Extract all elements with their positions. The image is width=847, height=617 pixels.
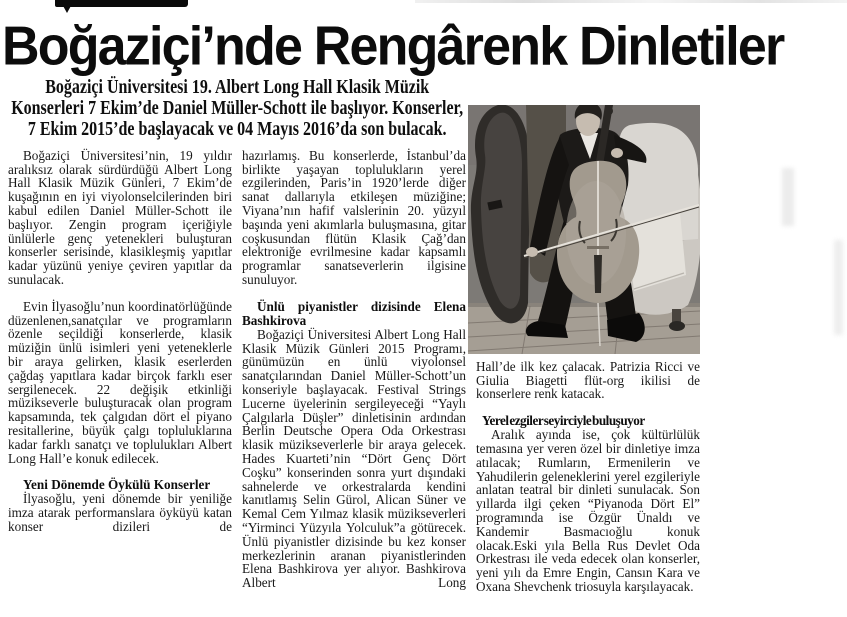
cellist-photo-illustration	[468, 105, 700, 354]
cellist-photo	[468, 105, 700, 354]
article-body	[8, 149, 700, 594]
cropped-mark-icon	[62, 4, 72, 13]
body-paragraph: hazırlamış. Bu konserlerde, İstanbul’da birlikte yaşayan toplulukların yerel ezgilerinden, Paris’in 1920’lerde diğer sanat dallarıyla etkileşen müziğine; Viyana’nın hafif valslerinin 20. yüzyıl başında yeni akımlarla buluşmasına, gitar coşkusundan flütün Klasik Çağ’dan elektroniğe evrilmesine kadar kapsamlı programlar sanatseverlerin ilgisine sunuluyor.	[242, 147, 466, 287]
article-headline: Boğaziçi’nde Rengârenk Dinletiler	[2, 15, 784, 78]
body-paragraph: Hall’de ilk kez çalacak. Patrizia Ricci ve Giulia Biagetti flüt-org ikilisi de konserlere renk katacak.	[476, 358, 700, 402]
column-2	[242, 149, 466, 594]
body-paragraph: Boğaziçi Üniversitesi’nin, 19 yıldır aralıksız olarak sürdürdüğü Albert Long Hall Klasik Müzik Günleri, 7 Ekim’de kuşağının en iyi viyolonselcilerinden biri kabul edilen Daniel Müller-Schott ile başlıyor. Zengin program içeriğiyle ünlülerle genç yetenekleri buluşturan konserler serisinde, klasikleşmiş yapıtlar kadar yüzünü yeniye çeviren yapıtlar da sunulacak.	[8, 147, 232, 287]
subheading-unlu-piyanistler: Ünlü piyanistler dizisinde Elena Bashkirova	[242, 298, 466, 328]
body-paragraph: İlyasoğlu, yeni dönemde bir yeniliğe imza atarak performanslara öyküyü katan konser dizileri de	[8, 491, 232, 534]
column-1	[8, 149, 232, 594]
subheading-yeni-donemde: Yeni Dönemde Öykülü Konserler	[23, 477, 211, 493]
article-lede: Boğaziçi Üniversitesi 19. Albert Long Hall Klasik Müzik Konserleri 7 Ekim’de Daniel Müller-Schott ile başlıyor. Konserler, 7 Ekim 2015’de başlayacak ve 04 Mayıs 2016’da son bulacak.	[11, 75, 464, 140]
cropped-text-smudge	[415, 0, 847, 3]
scan-bleedthrough-smudge	[834, 240, 843, 335]
body-paragraph: Aralık ayında ise, çok kültürlülük temasına yer veren özel bir dinletiye imza atılacak; Rumların, Ermenilerin ve Yahudilerin geleneklerini yerel ezgileriyle anlatan teatral bir dinleti sunulacak. Son yıllarda ilgi çeken “Piyanoda Dört El” programında ise Özgür Ünaldı ve Kandemir Basmacıoğlu konuk olacak.Eski yıla Bella Rus Devlet Oda Orkestrası ile veda edecek olan konserler, yeni yılı da Emre Engin, Cansın Kara ve Oxana Shevchenk triosuyla karşılayacak.	[476, 427, 700, 594]
subheading-yerel-ezgiler: Yerel ezgiler seyirciyle buluşuyor	[482, 413, 645, 429]
body-paragraph: Boğaziçi Üniversitesi Albert Long Hall Klasik Müzik Günleri 2015 Programı, günümüzün en ünlü viyolonsel sanatçılarından Daniel Müller-Schott’un konseriyle başlayacak. Festival Strings Lucerne üyelerinin sergileyeceği “Yaylı Çalgılarla Düşler” dinletisinin ardından Berlin Deutsche Opera Oda Orkestrası klasik müzikseverlerle bir araya gelecek. Hades Kuarteti’nin “Dört Genç Dört Coşku” konserinden sonra yurt dışındaki sahnelerde ve orkestralarda kendini kanıtlamış Selin Gürol, Alican Süner ve Kemal Cem Yılmaz klasik müzikseverleri “Yirminci Yüzyıla Yolculuk”a götürecek. Ünlü piyanistler dizisinde bu kez konser merkezlerinin aranan piyanistlerinden Elena Bashkirova yer alıyor. Bashkirova Albert Long	[242, 326, 466, 591]
scan-bleedthrough-smudge	[782, 168, 794, 226]
cropped-masthead-fragment	[55, 0, 188, 7]
body-paragraph: Evin İlyasoğlu’nun koordinatörlüğünde düzenlenen,sanatçılar ve programların özenle seçildiği konserlerde, klasik müziğin ünlü isimleri yeni yeteneklerle bir araya gelirken, klasik eserlerden çağdaş yapıtlara kadar birçok farklı eser sergilenecek. 22 değişik etkinliği müzikseverle buluşturacak olan program kapsamında, tek çalgıdan dört el piyano resitallerine, büyük çalgı topluluklarına kadar farklı sanatçı ve toplulukları Albert Long Hall’e konuk edilecek.	[8, 298, 232, 466]
